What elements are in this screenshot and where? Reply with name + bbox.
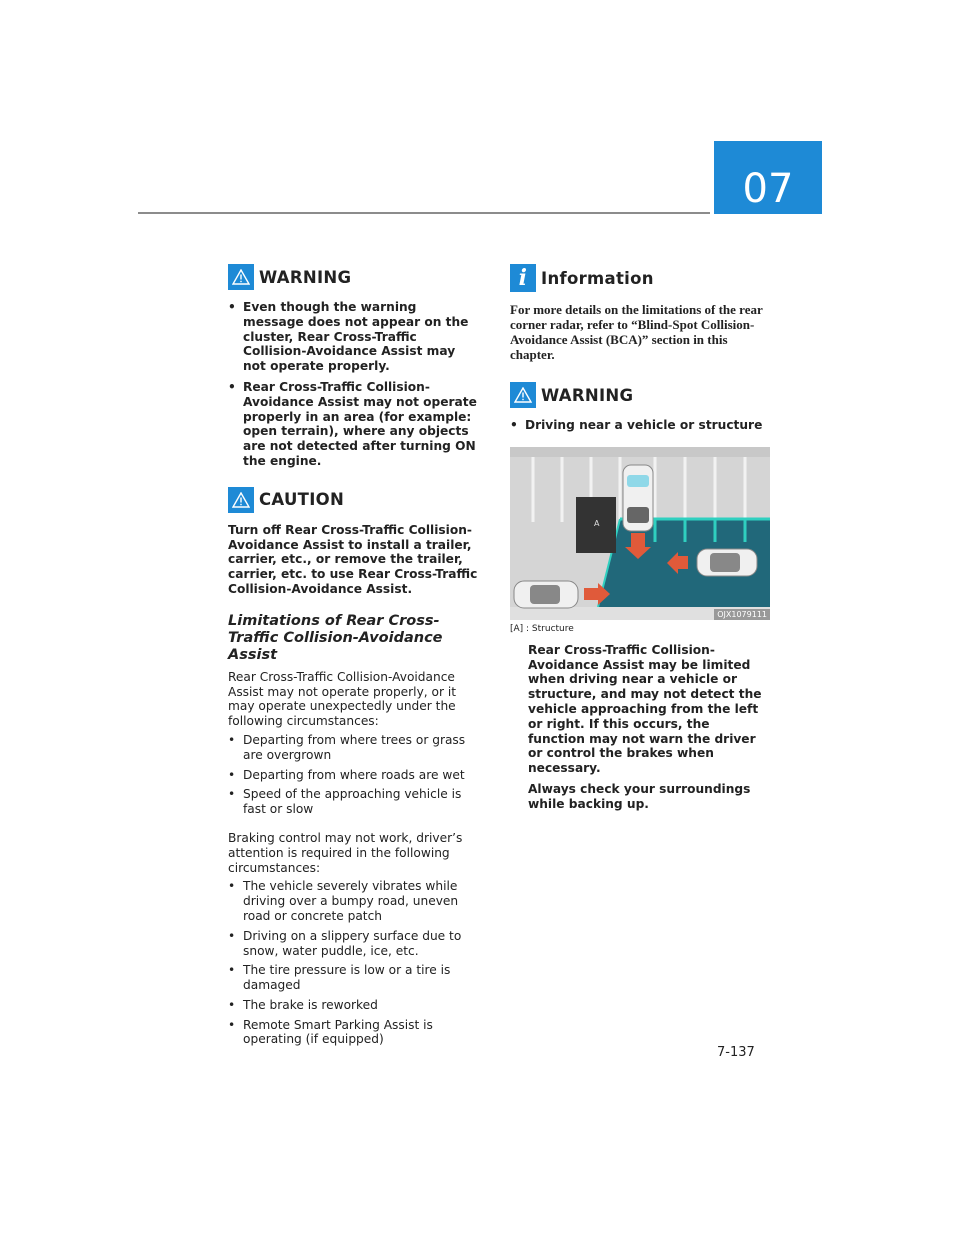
limitation-item: • Departing from where trees or grass are overgrown <box>228 733 478 763</box>
braking-intro: Braking control may not work, driver’s attention is required in the following circumstances: <box>228 830 463 875</box>
warning2-list <box>510 418 770 433</box>
information-heading <box>510 264 770 292</box>
warning-item: • Even though the warning message does not appear on the cluster, Rear Cross-Traffic Collision-Avoidance Assist may not operate properly. <box>228 300 478 374</box>
figure-code: OJX1079111 <box>714 609 770 620</box>
caution-heading <box>228 487 478 513</box>
information-text: For more details on the limitations of the rear corner radar, refer to “Blind-Spot Collision-Avoidance Assist (BCA)” section in this chapter. <box>510 302 763 362</box>
warning2-item: • Driving near a vehicle or structure <box>510 418 770 433</box>
limitations-intro: Rear Cross-Traffic Collision-Avoidance Assist may not operate properly, or it may operate unexpectedly under the following circumstances: <box>228 669 457 729</box>
info-icon: i <box>510 264 536 292</box>
warning-heading <box>228 264 478 290</box>
parking-figure <box>510 447 770 620</box>
information-title: Information <box>541 268 654 288</box>
warning2-heading <box>510 382 770 408</box>
limitation-item: • Departing from where roads are wet <box>228 768 478 783</box>
left-column <box>228 264 478 1052</box>
warning-title: WARNING <box>259 267 352 287</box>
page-number: 7-137 <box>717 1045 755 1060</box>
warning2-text2: Always check your surroundings while backing up. <box>528 781 751 811</box>
chapter-tab: 07 <box>714 141 822 214</box>
caution-icon <box>228 487 254 513</box>
braking-item: • Driving on a slippery surface due to snow, water puddle, ice, etc. <box>228 929 478 959</box>
warning-list <box>228 300 478 469</box>
limitation-item: • Speed of the approaching vehicle is fast or slow <box>228 787 478 817</box>
warning-item: • Rear Cross-Traffic Collision-Avoidance Assist may not operate properly in an area (for example: open terrain), where any objects are not detected after turning ON the engine. <box>228 380 478 469</box>
braking-item: • Remote Smart Parking Assist is operating (if equipped) <box>228 1018 478 1048</box>
header-rule <box>138 212 710 214</box>
braking-item: • The vehicle severely vibrates while driving over a bumpy road, uneven road or concrete patch <box>228 879 478 923</box>
warning2-text1: Rear Cross-Traffic Collision-Avoidance Assist may be limited when driving near a vehicle or structure, and may not detect the vehicle approaching from the left or right. If this occurs, the function may not warn the driver or control the brakes when necessary. <box>528 642 762 776</box>
warning2-title: WARNING <box>541 385 634 405</box>
warning-icon <box>510 382 536 408</box>
limitations-title: Limitations of Rear Cross-Traffic Collision-Avoidance Assist <box>228 612 443 663</box>
right-column <box>510 264 770 812</box>
caution-text: Turn off Rear Cross-Traffic Collision-Avoidance Assist to install a trailer, carrier, etc., or remove the trailer, carrier, etc. to use Rear Cross-Traffic Collision-Avoidance Assist. <box>228 522 478 596</box>
braking-item: • The brake is reworked <box>228 998 478 1013</box>
limitations-list <box>228 733 478 817</box>
structure-label: A <box>594 518 600 528</box>
warning-icon <box>228 264 254 290</box>
figure-caption: [A] : Structure <box>510 623 574 634</box>
parking-diagram <box>510 447 770 620</box>
braking-item: • The tire pressure is low or a tire is damaged <box>228 963 478 993</box>
caution-title: CAUTION <box>259 490 345 510</box>
braking-list <box>228 879 478 1047</box>
